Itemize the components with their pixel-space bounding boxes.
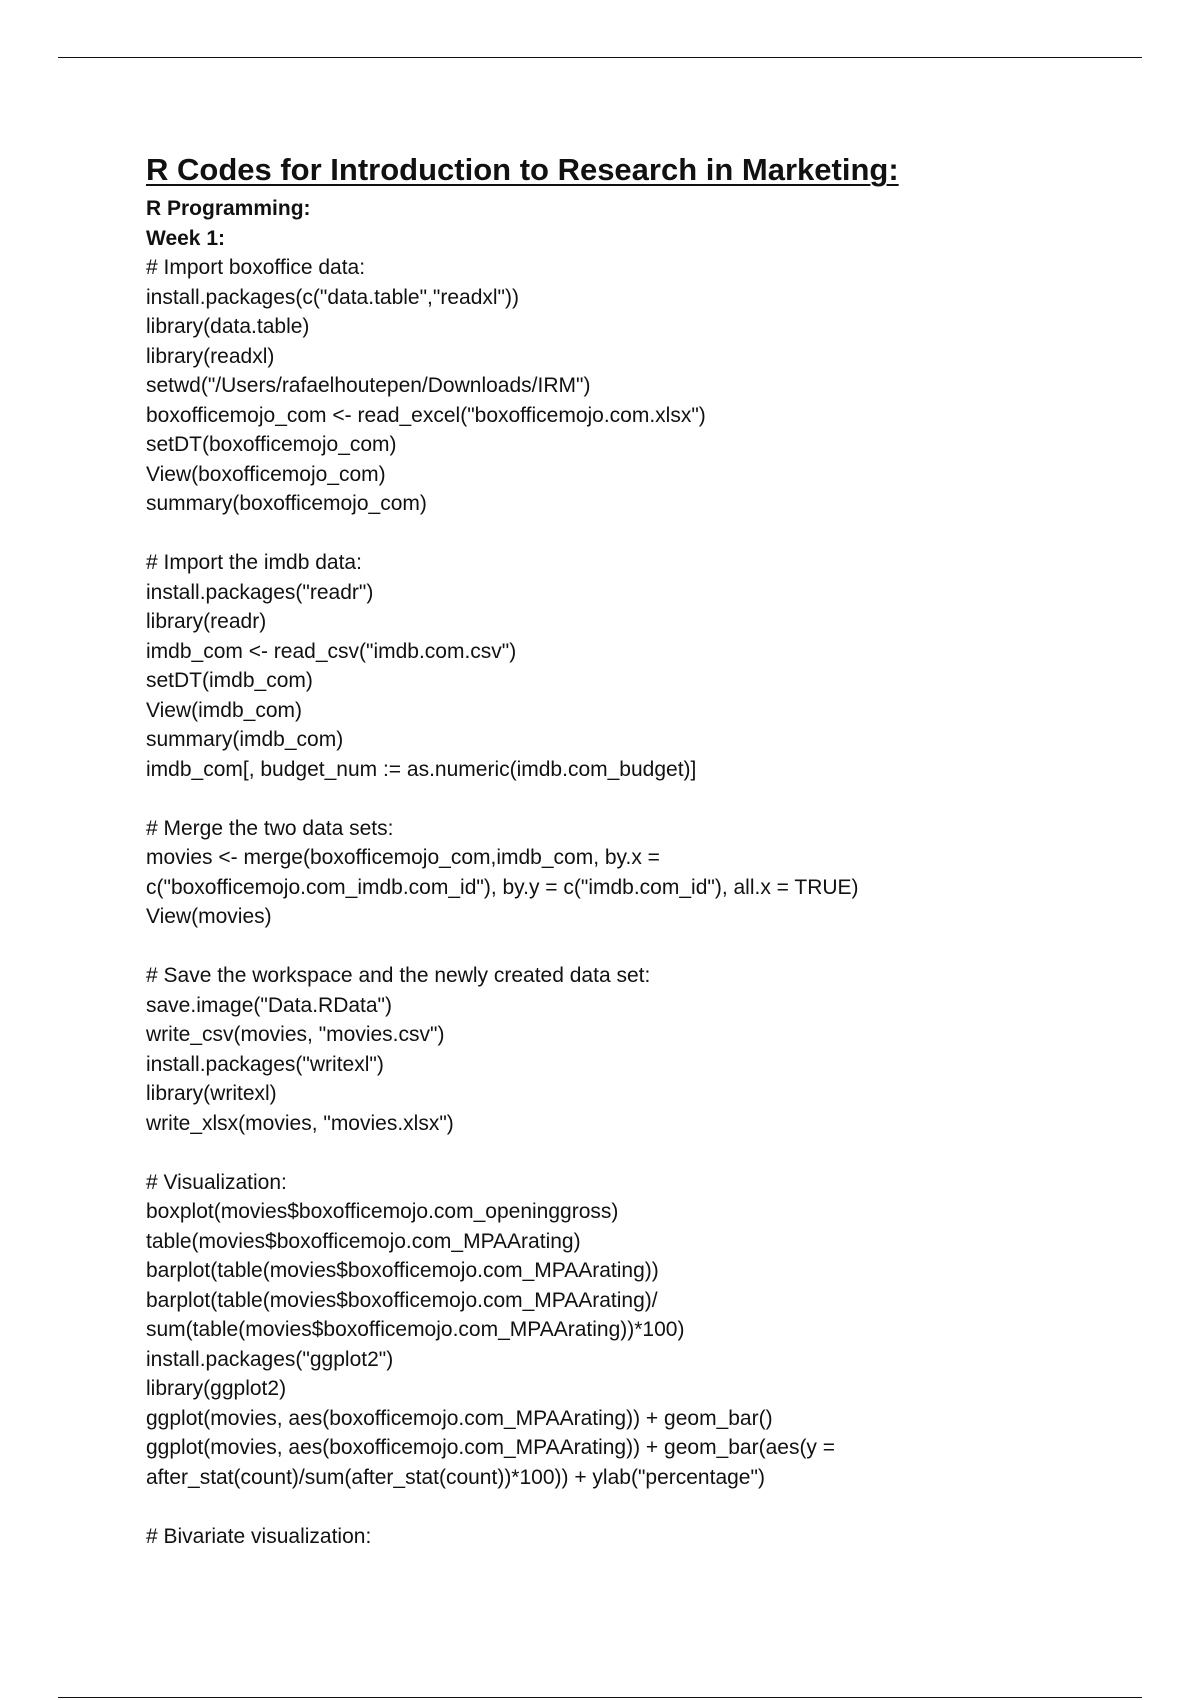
code-line: save.image("Data.RData") <box>146 993 393 1017</box>
code-line: after_stat(count)/sum(after_stat(count))*100)) + ylab("percentage") <box>146 1465 765 1489</box>
code-line: # Visualization: <box>146 1170 287 1194</box>
code-line: ggplot(movies, aes(boxofficemojo.com_MPAArating)) + geom_bar() <box>146 1406 773 1430</box>
code-line: library(readr) <box>146 610 267 633</box>
code-line: setwd("/Users/rafaelhoutepen/Downloads/IRM") <box>146 374 591 397</box>
code-line: library(writexl) <box>146 1082 277 1105</box>
section-heading: R Programming: <box>146 197 311 220</box>
code-line: sum(table(movies$boxofficemojo.com_MPAArating))*100) <box>146 1318 685 1341</box>
code-line: # Import boxoffice data: <box>146 256 366 279</box>
code-line: summary(boxofficemojo_com) <box>146 492 427 515</box>
code-line: boxofficemojo_com <- read_excel("boxofficemojo.com.xlsx") <box>146 403 706 427</box>
code-block-import-boxoffice <box>146 253 1106 519</box>
code-line: library(ggplot2) <box>146 1377 287 1400</box>
block-spacer <box>146 932 1106 962</box>
code-line: View(movies) <box>146 905 272 928</box>
code-line: # Bivariate visualization: <box>146 1524 372 1548</box>
code-line: install.packages(c("data.table","readxl")) <box>146 285 519 309</box>
block-spacer <box>146 519 1106 549</box>
code-block-import-imdb <box>146 548 1106 784</box>
code-line: table(movies$boxofficemojo.com_MPAArating) <box>146 1229 581 1253</box>
code-line: barplot(table(movies$boxofficemojo.com_MPAArating)) <box>146 1259 659 1282</box>
document-title: R Codes for Introduction to Research in Marketing: <box>146 152 899 187</box>
block-spacer <box>146 784 1106 814</box>
block-spacer <box>146 1138 1106 1168</box>
footer-rule <box>58 1697 1142 1698</box>
code-line: install.packages("writexl") <box>146 1052 384 1076</box>
code-line: install.packages("readr") <box>146 580 374 604</box>
code-line: install.packages("ggplot2") <box>146 1347 394 1371</box>
code-line: # Save the workspace and the newly created data set: <box>146 964 651 987</box>
code-line: movies <- merge(boxofficemojo_com,imdb_com, by.x = <box>146 846 660 869</box>
week-heading: Week 1: <box>146 226 225 250</box>
code-block-save <box>146 961 1106 1138</box>
code-line: boxplot(movies$boxofficemojo.com_openinggross) <box>146 1200 619 1223</box>
code-line: View(boxofficemojo_com) <box>146 462 386 486</box>
document-body <box>146 148 1106 1551</box>
code-line: summary(imdb_com) <box>146 728 344 751</box>
code-block-bivariate <box>146 1522 1106 1552</box>
code-line: c("boxofficemojo.com_imdb.com_id"), by.y = c("imdb.com_id"), all.x = TRUE) <box>146 875 859 899</box>
code-line: write_xlsx(movies, "movies.xlsx") <box>146 1111 454 1135</box>
code-block-merge <box>146 814 1106 932</box>
code-line: setDT(boxofficemojo_com) <box>146 433 397 456</box>
code-line: library(readxl) <box>146 344 275 368</box>
code-line: View(imdb_com) <box>146 698 302 722</box>
code-line: library(data.table) <box>146 315 310 338</box>
code-line: write_csv(movies, "movies.csv") <box>146 1023 445 1046</box>
code-line: imdb_com[, budget_num := as.numeric(imdb.com_budget)] <box>146 757 697 781</box>
header-rule <box>58 57 1142 58</box>
code-line: setDT(imdb_com) <box>146 669 313 692</box>
code-block-visualization <box>146 1168 1106 1493</box>
code-line: # Import the imdb data: <box>146 551 362 574</box>
code-line: imdb_com <- read_csv("imdb.com.csv") <box>146 639 517 663</box>
code-line: barplot(table(movies$boxofficemojo.com_MPAArating)/ <box>146 1288 658 1312</box>
code-line: ggplot(movies, aes(boxofficemojo.com_MPAArating)) + geom_bar(aes(y = <box>146 1436 836 1459</box>
code-line: # Merge the two data sets: <box>146 816 394 840</box>
block-spacer <box>146 1492 1106 1522</box>
